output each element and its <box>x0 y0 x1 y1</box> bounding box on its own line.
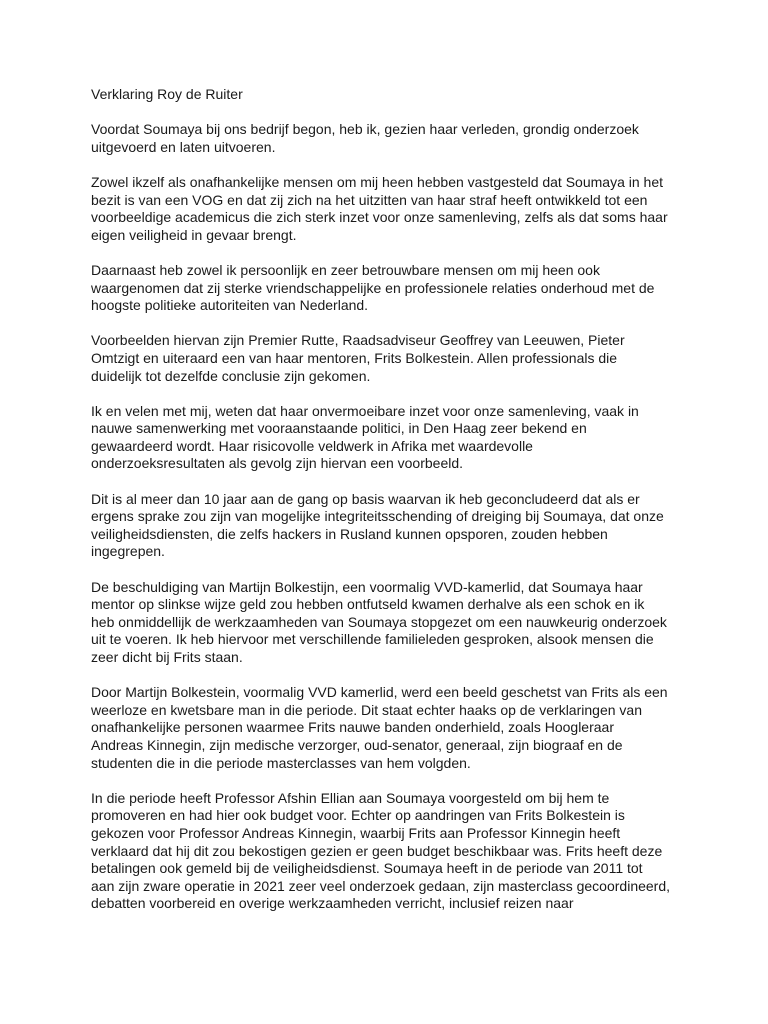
text-line: duidelijk tot dezelfde conclusie zijn gekomen. <box>91 367 371 384</box>
document-body <box>91 86 691 931</box>
text-line: eigen veiligheid in gevaar brengt. <box>91 226 297 243</box>
text-line: Zowel ikzelf als onafhankelijke mensen om mij heen hebben vastgesteld dat Soumaya in het <box>91 173 663 190</box>
text-line: betalingen ook gemeld bij de veiligheidsdienst. Soumaya heeft in de periode van 2011 tot <box>91 860 643 877</box>
document-title: Verklaring Roy de Ruiter <box>91 86 243 102</box>
paragraph <box>91 403 691 473</box>
text-line: studenten die in die periode masterclasses van hem volgden. <box>91 754 471 771</box>
paragraph <box>91 262 691 315</box>
text-line: mentor op slinkse wijze geld zou hebben ontfutseld kwamen derhalve als een schok en ik <box>91 596 645 613</box>
text-line: onafhankelijke personen waarmee Frits nauwe banden onderhield, zoals Hoogleraar <box>91 719 614 736</box>
text-line: Andreas Kinnegin, zijn medische verzorger, oud-senator, generaal, zijn biograaf en de <box>91 736 623 753</box>
text-line: Voorbeelden hiervan zijn Premier Rutte, Raadsadviseur Geoffrey van Leeuwen, Pieter <box>91 332 625 349</box>
text-line: Omtzigt en uiteraard een van haar mentoren, Frits Bolkestein. Allen professionals die <box>91 349 618 366</box>
text-line: uit te voeren. Ik heb hiervoor met verschillende familieleden gesproken, alsook mensen die <box>91 631 654 648</box>
paragraph <box>91 579 691 667</box>
paragraph-list <box>91 121 691 913</box>
text-line: verklaard dat hij dit zou bekostigen gezien er geen budget beschikbaar was. Frits heeft deze <box>91 842 663 859</box>
text-line: In die periode heeft Professor Afshin Ellian aan Soumaya voorgesteld om bij hem te <box>91 789 610 806</box>
text-line: Dit is al meer dan 10 jaar aan de gang op basis waarvan ik heb geconcludeerd dat als er <box>91 490 640 507</box>
text-line: onderzoeksresultaten als gevolg zijn hiervan een voorbeeld. <box>91 455 464 472</box>
text-line: ingegrepen. <box>91 543 165 560</box>
text-line: gekozen voor Professor Andreas Kinnegin, waarbij Frits aan Professor Kinnegin heeft <box>91 824 621 841</box>
text-line: veiligheidsdiensten, die zelfs hackers in Rusland kunnen opsporen, zouden hebben <box>91 525 608 542</box>
paragraph <box>91 174 691 244</box>
text-line: promoveren en had hier ook budget voor. Echter op aandringen van Frits Bolkestein is <box>91 807 625 824</box>
text-line: waargenomen dat zij sterke vriendschappelijke en professionele relaties onderhoud met de <box>91 279 655 296</box>
text-line: Voordat Soumaya bij ons bedrijf begon, heb ik, gezien haar verleden, grondig onderzoek <box>91 121 639 138</box>
text-line: nauwe samenwerking met vooraanstaande politici, in Den Haag zeer bekend en <box>91 420 587 437</box>
text-line: aan zijn zware operatie in 2021 zeer veel onderzoek gedaan, zijn masterclass gecoordineerd, <box>91 877 671 894</box>
text-line: bezit is van een VOG en dat zij zich na het uitzitten van haar straf heeft ontwikkeld tot een <box>91 191 648 208</box>
text-line: heb onmiddellijk de werkzaamheden van Soumaya stopgezet om een nauwkeurig onderzoek <box>91 613 667 630</box>
text-line: De beschuldiging van Martijn Bolkestijn, een voormalig VVD-kamerlid, dat Soumaya haar <box>91 578 643 595</box>
text-line: Daarnaast heb zowel ik persoonlijk en zeer betrouwbare mensen om mij heen ook <box>91 261 600 278</box>
text-line: zeer dicht bij Frits staan. <box>91 649 243 665</box>
text-line: debatten voorbereid en overige werkzaamheden verricht, inclusief reizen naar <box>91 895 574 912</box>
paragraph <box>91 332 691 385</box>
paragraph <box>91 491 691 561</box>
paragraph <box>91 790 691 913</box>
text-line: Ik en velen met mij, weten dat haar onvermoeibare inzet voor onze samenleving, vaak in <box>91 402 639 419</box>
text-line: hoogste politieke autoriteiten van Nederland. <box>91 297 369 314</box>
text-line: ergens sprake zou zijn van mogelijke integriteitsschending of dreiging bij Soumaya, dat onze <box>91 508 664 525</box>
text-line: voorbeeldige academicus die zich sterk inzet voor onze samenleving, zelfs als dat soms haar <box>91 209 668 226</box>
text-line: uitgevoerd en laten uitvoeren. <box>91 138 276 155</box>
text-line: gewaardeerd wordt. Haar risicovolle veldwerk in Afrika met waardevolle <box>91 437 533 454</box>
paragraph <box>91 121 691 156</box>
paragraph <box>91 684 691 772</box>
text-line: Door Martijn Bolkestein, voormalig VVD kamerlid, werd een beeld geschetst van Frits als een <box>91 684 668 701</box>
text-line: weerloze en kwetsbare man in die periode. Dit staat echter haaks op de verklaringen van <box>91 701 642 718</box>
